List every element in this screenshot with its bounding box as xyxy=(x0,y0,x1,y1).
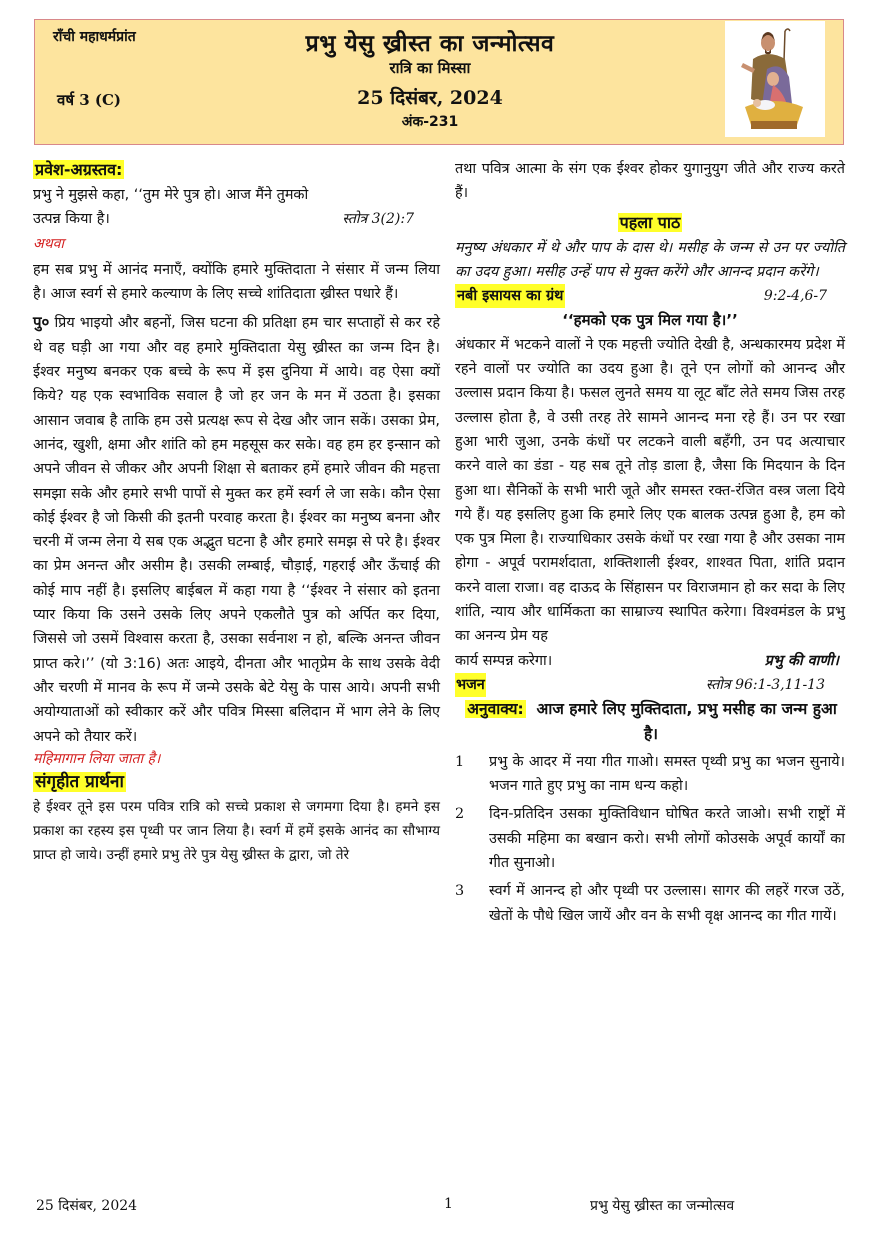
entrance-antiphon-heading: प्रवेश-अग्रस्तव: xyxy=(35,160,123,179)
entrance-verse-line1: प्रभु ने मुझसे कहा, ‘‘तुम मेरे पुत्र हो। आज मैंने तुमको xyxy=(33,187,309,203)
or-label: अथवा xyxy=(33,235,65,252)
collect-text: हे ईश्वर तूने इस परम पवित्र रात्रि को सच्चे प्रकाश से जगमगा दिया है। हमने इस प्रकाश का रहस्य इस पृथ्वी पर जान लिया है। स्वर्ग में हमें इसके आनंद का सौभाग्य प्राप्त हो जाये। उन्हीं हमारे प्रभु तेरे पुत्र येसु ख्रीस्त के द्वारा, जो तेरे xyxy=(33,798,440,863)
masthead xyxy=(34,19,844,145)
left-column xyxy=(33,157,440,867)
stanza-number: 3 xyxy=(455,883,465,900)
entrance-antiphon-section xyxy=(33,157,440,306)
mass-subtitle: रात्रि का मिस्सा xyxy=(389,59,471,77)
diocese-name: राँची महाधर्मप्रांत xyxy=(53,29,136,45)
right-column xyxy=(455,157,845,928)
collect-continued-text: तथा पवित्र आत्मा के संग एक ईश्वर होकर युगानुयुग जीते और राज्य करते हैं। xyxy=(455,161,845,202)
psalm-stanza xyxy=(455,879,845,928)
stanza-text: दिन-प्रतिदिन उसका मुक्तिविधान घोषित करते जाओ। सभी राष्ट्रों में उसकी महिमा का बखान करो। सभी लोगों कोउसके अपूर्व कार्यों का गीत सुनाओ। xyxy=(489,806,845,872)
reading-book-name: नबी इसायस का ग्रंथ xyxy=(455,284,565,308)
entrance-verse-reference: स्तोत्र 3(2):7 xyxy=(342,211,414,228)
entrance-alternative-text: हम सब प्रभु में आनंद मनाएँ, क्योंकि हमारे मुक्तिदाता ने संसार में जन्म लिया है। आज स्वर्ग से हमारे कल्याण के लिए सच्चे शांतिदाता ख्रीस्त पधारे हैं। xyxy=(33,261,440,303)
stanza-number: 2 xyxy=(455,806,465,823)
psalm-response-text: आज हमारे लिए मुक्तिदाता, प्रभु मसीह का जन्म हुआ है। xyxy=(536,700,837,743)
psalm-reference: स्तोत्र 96:1-3,11-13 xyxy=(705,676,825,693)
footer-title: प्रभु येसु ख्रीस्त का जन्मोत्सव xyxy=(590,1198,735,1214)
header-date: 25 दिसंबर, 2024 xyxy=(357,87,503,109)
reading-last-line: कार्य सम्पन्न करेगा। xyxy=(455,652,553,669)
first-reading-summary: मनुष्य अंधकार में थे और पाप के दास थे। मसीह के जन्म से उन पर ज्योति का उदय हुआ। मसीह उन्हें पाप से मुक्त करेंगे और आनन्द प्रदान करेंगे। xyxy=(455,239,845,280)
psalm-stanza xyxy=(455,750,845,799)
introduction-text: प्रिय भाइयो और बहनों, जिस घटना की प्रतिक्षा हम चार सप्ताहों से कर रहे थे वह घड़ी आ गया और वह हमारे मुक्तिदाता येसु ख्रीस्त का जन्म दिन है। ईश्वर मनुष्य बनकर एक बच्चे के रूप में इस दुनिया में आये। वह ऐसा क्यों किये? यह एक स्वभाविक सवाल है जो हर जन के मन में उठता है। इसका आसान जवाब है ताकि हम उसे प्रत्यक्ष रूप से देख और जान सकें। उसका प्रेम, आनंद, खुशी, क्षमा और शांति को हम महसूस कर सके। वह हम हर इन्सान को अपने जीवन से जीकर और अपनी शिक्षा से बताकर हमें हमारे जीवन की महत्ता समझा सके और हमारे सभी पापों से मुक्त कर हमें स्वर्ग ले जा सके। कौन ऐसा कोई ईश्वर है जो किसी की इतनी परवाह करता है। ईश्वर का मनुष्य बनना और चरनी में जन्म लेना ये सब एक अद्भुत घटना है और हमारे समझ से परे है। ईश्वर का प्रेम अनन्त और असीम है। उसकी लम्बाई, चौड़ाई, गहराई और ऊँचाई की कोई माप नहीं है। इसलिए बाईबल में कहा गया है ‘‘ईश्वर ने संसार को इतना प्यार किया कि उसने उसके लिए अपने एकलौते पुत्र को अर्पित कर दिया, जिससे जो उसमें विश्वास करता है, उसका सर्वनाश न हो, बल्कि अनन्त जीवन प्राप्त करे।’’ (यो 3:16) अतः आइये, दीनता और भातृप्रेम के साथ उसके वेदी और चरणी में मानव के रूप में जन्मे उसके बेटे येसु के पास आये। अपनी सभी अयोग्याताओं को स्वीकार करें और पवित्र मिस्सा बलिदान में भाग लेने के लिए अपने को तैयार करें। xyxy=(33,315,440,745)
issue-number: अंक-231 xyxy=(401,114,459,130)
reading-title: ‘‘हमको एक पुत्र मिल गया है।’’ xyxy=(562,311,738,330)
psalm-stanza xyxy=(455,802,845,875)
footer-page-number: 1 xyxy=(444,1196,453,1212)
psalm-response-label: अनुवाक्य: xyxy=(467,700,524,719)
footer-date: 25 दिसंबर, 2024 xyxy=(36,1198,138,1214)
collect-heading: संगृहीत प्रार्थना xyxy=(35,771,124,792)
introduction-paragraph xyxy=(33,310,440,748)
gloria-rubric: महिमागान लिया जाता है। xyxy=(33,750,161,767)
reading-closing-acclamation: प्रभु की वाणी। xyxy=(764,652,839,669)
reading-reference: 9:2-4,6-7 xyxy=(763,288,827,305)
stanza-text: प्रभु के आदर में नया गीत गाओ। समस्त पृथ्वी प्रभु का भजन सुनाये। भजन गाते हुए प्रभु का नाम धन्य कहो। xyxy=(489,753,845,795)
priest-marker: पु० xyxy=(33,313,50,332)
psalm-response xyxy=(455,697,845,746)
stanza-number: 1 xyxy=(455,753,465,770)
reading-text: अंधकार में भटकने वालों ने एक महत्ती ज्योति देखी है, अन्धकारमय प्रदेश में रहने वालों पर ज्योति का उदय हुआ है। तूने एन लोगों को आनन्द और उल्लास प्रदान किया है। फसल लुनते समय या लूट बाँट लेते समय जिस तरह उल्लास होता है, वे उसी तरह तेरे सामने आनन्द मना रहे हैं। उन पर रखा हुआ भारी जुआ, उनके कंधों पर लटकने वाली बहँगी, उन पद अत्याचार करने वाले का डंडा - यह सब तूने तोड़ डाला है, जैसा कि मिदयान के दिन हुआ था। सैनिकों के सभी भारी जूते और समस्त रक्त-रंजित वस्त्र जला दिये गये हैं। यह इसलिए हुआ कि हमारे लिए एक बालक उत्पन्न हुआ है, हम को एक पुत्र मिला है। राज्याधिकार उसके कंधों पर रखा गया है और उसका नाम होगा - अपूर्व परामर्शदाता, शक्तिशाली ईश्वर, शाश्वत पिता, शांति प्रदान करने वाला राजा। वह दाऊद के सिंहासन पर विराजमान हो कर सदा के लिए शांति, न्याय और धार्मिकता का साम्राज्य स्थापित करेगा। विश्वमंडल के प्रभु का अनन्य प्रेम यह xyxy=(455,336,845,645)
entrance-verse-line2: उत्पन्न किया है। xyxy=(33,211,110,228)
psalm-stanzas xyxy=(455,750,845,928)
year-cycle: वर्ष 3 (C) xyxy=(57,91,122,109)
stanza-text: स्वर्ग में आनन्द हो और पृथ्वी पर उल्लास। सागर की लहरें गरज उठें, खेतों के पौधे खिल जायें और वन के सभी वृक्ष आनन्द का गीत गायें। xyxy=(489,883,845,924)
psalm-heading: भजन xyxy=(455,673,486,697)
page-title: प्रभु येसु ख्रीस्त का जन्मोत्सव xyxy=(305,31,555,57)
nativity-image xyxy=(725,21,825,137)
first-reading-heading: पहला पाठ xyxy=(619,212,681,232)
nativity-illustration-icon xyxy=(725,21,825,137)
